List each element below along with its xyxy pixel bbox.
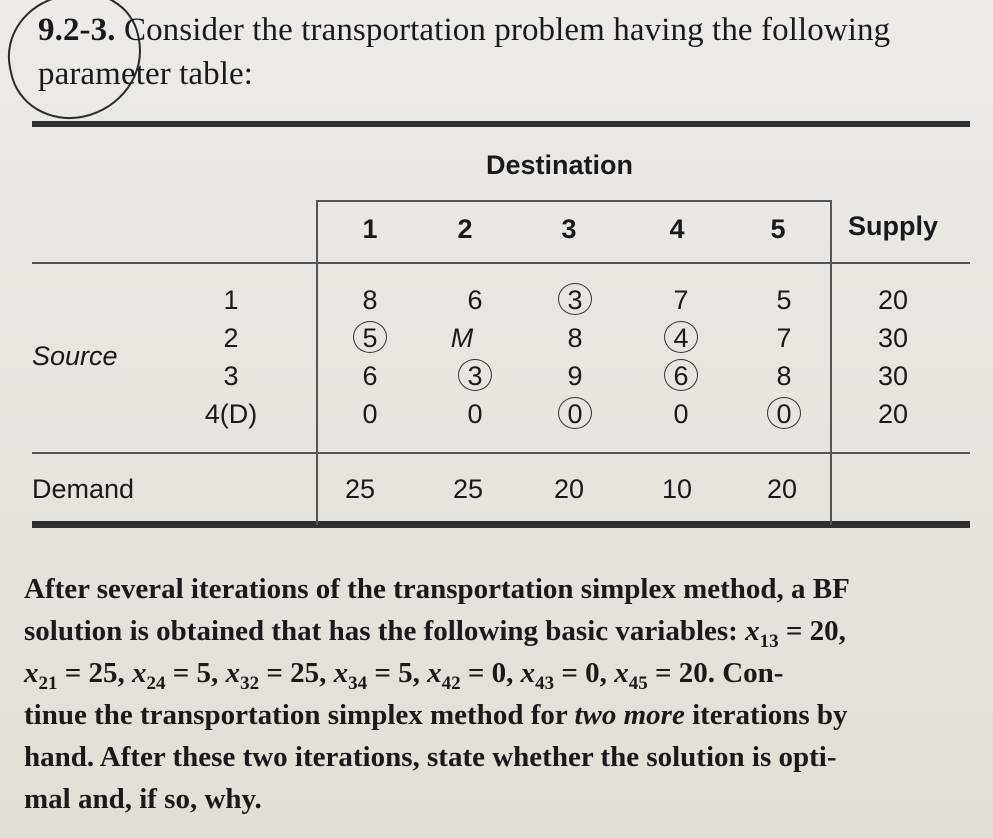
para-line-6: mal and, if so, why. (24, 783, 262, 815)
para-line-1: After several iterations of the transportation simplex method, a BF (24, 573, 850, 605)
supply-header: Supply (848, 211, 939, 241)
dest-col-4: 4 (669, 214, 685, 244)
cost-cell: 7 (673, 285, 689, 315)
dest-col-1: 1 (362, 214, 378, 244)
para-line-5: hand. After these two iterations, state whether the solution is opti- (24, 741, 837, 773)
supply-cell: 20 (877, 399, 909, 429)
table-top-rule (32, 121, 970, 127)
demand-label: Demand (32, 474, 135, 504)
demand-cell: 10 (661, 474, 693, 504)
cost-cell: 9 (567, 361, 583, 391)
para-line-3: $x_{21} = 25$, $x_{24} = 5$, $x_{32} = 25$, $x_{34} = 5$, $x_{42} = 0$, $x_{43} = 0$, $x_{45} = 20$. Con- (24, 657, 784, 694)
problem-heading (38, 8, 968, 96)
handwritten-circle (558, 397, 592, 429)
dest-col-3: 3 (561, 214, 577, 244)
problem-intro: Consider the transportation problem having the following parameter table: (38, 12, 891, 92)
demand-cell: 25 (344, 474, 376, 504)
dest-col-5: 5 (770, 214, 786, 244)
source-row-3: 3 (223, 361, 239, 391)
para-line-2: solution is obtained that has the following basic variables: $x_{13} = 20$, (24, 615, 846, 652)
cost-cell: 3 (467, 361, 483, 391)
destination-underline (316, 200, 832, 202)
handwritten-circle (353, 321, 387, 353)
cost-cell: 4 (673, 323, 689, 353)
cost-cell: 0 (467, 399, 483, 429)
dest-col-2: 2 (457, 214, 473, 244)
problem-paragraph (24, 568, 969, 820)
cost-cell: 6 (467, 285, 483, 315)
destination-header: Destination (486, 150, 634, 180)
cost-cell: 3 (567, 285, 583, 315)
source-label: Source (32, 341, 118, 371)
source-row-2: 2 (223, 323, 239, 353)
source-row-4: 4(D) (204, 399, 258, 429)
handwritten-circle (558, 283, 592, 315)
supply-cell: 20 (877, 285, 909, 315)
cost-cell: 0 (362, 399, 378, 429)
demand-cell: 20 (766, 474, 798, 504)
handwritten-circle (664, 321, 698, 353)
handwritten-circle (664, 359, 698, 391)
cost-cell: 5 (776, 285, 792, 315)
cost-cell: 8 (776, 361, 792, 391)
cost-cell: 0 (567, 399, 583, 429)
supply-cell: 30 (877, 323, 909, 353)
cost-cell: 0 (673, 399, 689, 429)
cost-cell: 5 (362, 323, 378, 353)
cost-cell: 6 (362, 361, 378, 391)
problem-number: 9.2-3. (38, 12, 116, 48)
cost-cell: 0 (776, 399, 792, 429)
cost-cell: 8 (362, 285, 378, 315)
source-row-1: 1 (223, 285, 239, 315)
para-line-4: tinue the transportation simplex method for two more iterations by (24, 699, 848, 731)
cost-cell: 7 (776, 323, 792, 353)
cost-cell: 6 (673, 361, 689, 391)
table-right-divider (830, 200, 832, 525)
demand-cell: 25 (452, 474, 484, 504)
table-left-divider (316, 200, 318, 525)
handwritten-circle (458, 359, 492, 391)
cost-cell: M (450, 323, 474, 353)
handwritten-circle (767, 397, 801, 429)
demand-cell: 20 (553, 474, 585, 504)
cost-cell: 8 (567, 323, 583, 353)
supply-cell: 30 (877, 361, 909, 391)
